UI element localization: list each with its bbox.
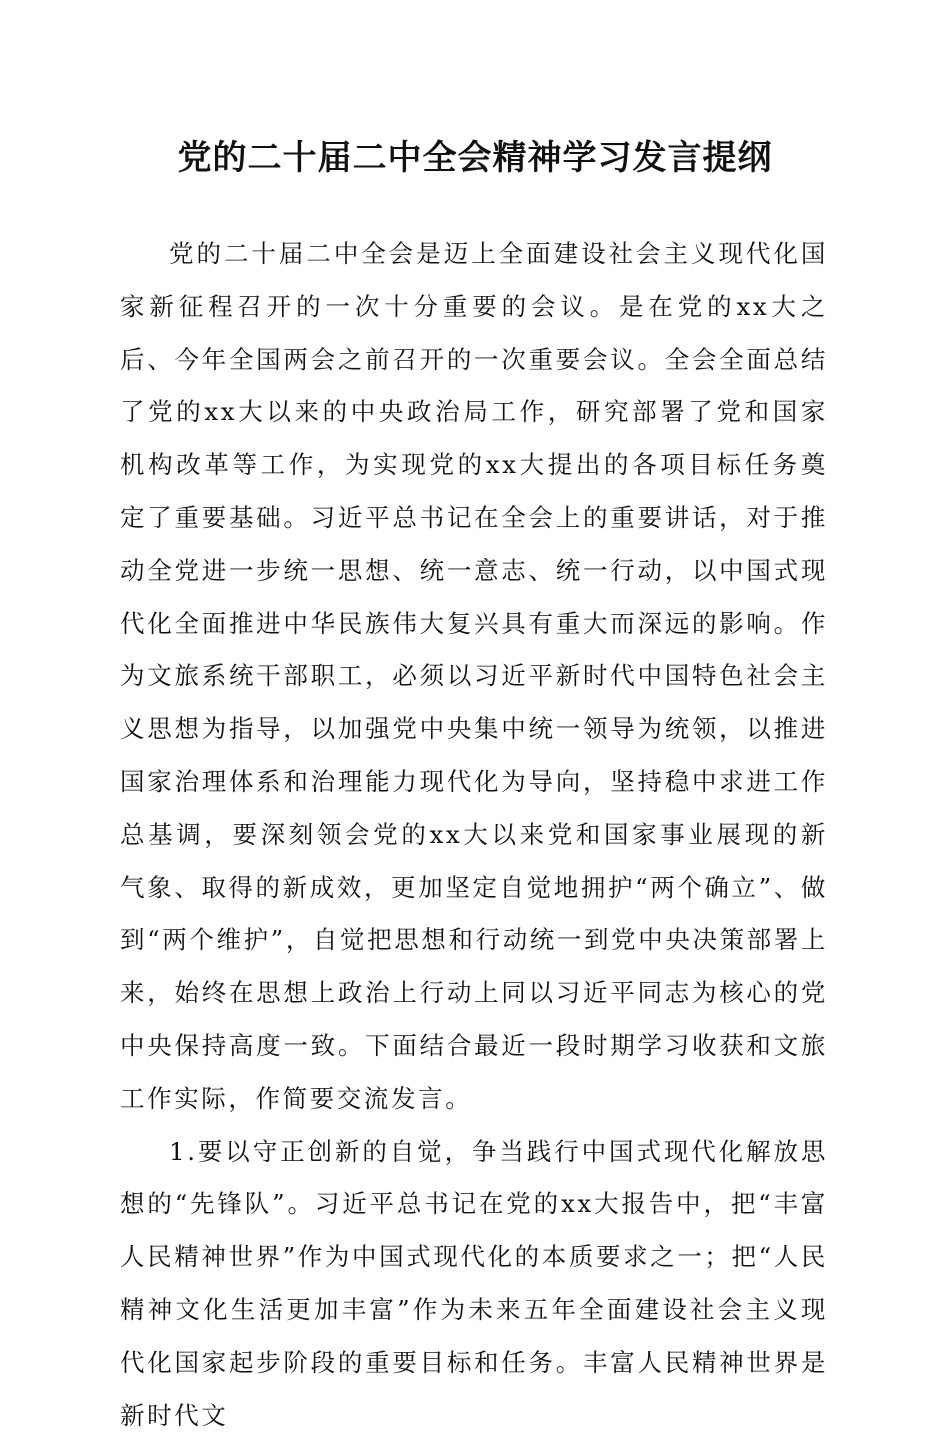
- document-title: 党的二十届二中全会精神学习发言提纲: [177, 138, 773, 178]
- paragraph-point-1: 1.要以守正创新的自觉，争当践行中国式现代化解放思想的“先锋队”。习近平总书记在党的xx大报告中，把“丰富人民精神世界”作为中国式现代化的本质要求之一；把“人民精神文化生活更加丰富”作为未来五年全面建设社会主义现代化国家起步阶段的重要目标和任务。丰富人民精神世界是新时代文: [120, 1136, 828, 1430]
- paragraph-intro: 党的二十届二中全会是迈上全面建设社会主义现代化国家新征程召开的一次十分重要的会议。是在党的xx大之后、今年全国两会之前召开的一次重要会议。全会全面总结了党的xx大以来的中央政治局工作，研究部署了党和国家机构改革等工作，为实现党的xx大提出的各项目标任务奠定了重要基础。习近平总书记在全会上的重要讲话，对于推动全党进一步统一思想、统一意志、统一行动，以中国式现代化全面推进中华民族伟大复兴具有重大而深远的影响。作为文旅系统干部职工，必须以习近平新时代中国特色社会主义思想为指导，以加强党中央集中统一领导为统领，以推进国家治理体系和治理能力现代化为导向，坚持稳中求进工作总基调，要深刻领会党的xx大以来党和国家事业展现的新气象、取得的新成效，更加坚定自觉地拥护“两个确立”、做到“两个维护”，自觉把思想和行动统一到党中央决策部署上来，始终在思想上政治上行动上同以习近平同志为核心的党中央保持高度一致。下面结合最近一段时期学习收获和文旅工作实际，作简要交流发言。: [120, 239, 828, 1113]
- document-body: [120, 228, 828, 1442]
